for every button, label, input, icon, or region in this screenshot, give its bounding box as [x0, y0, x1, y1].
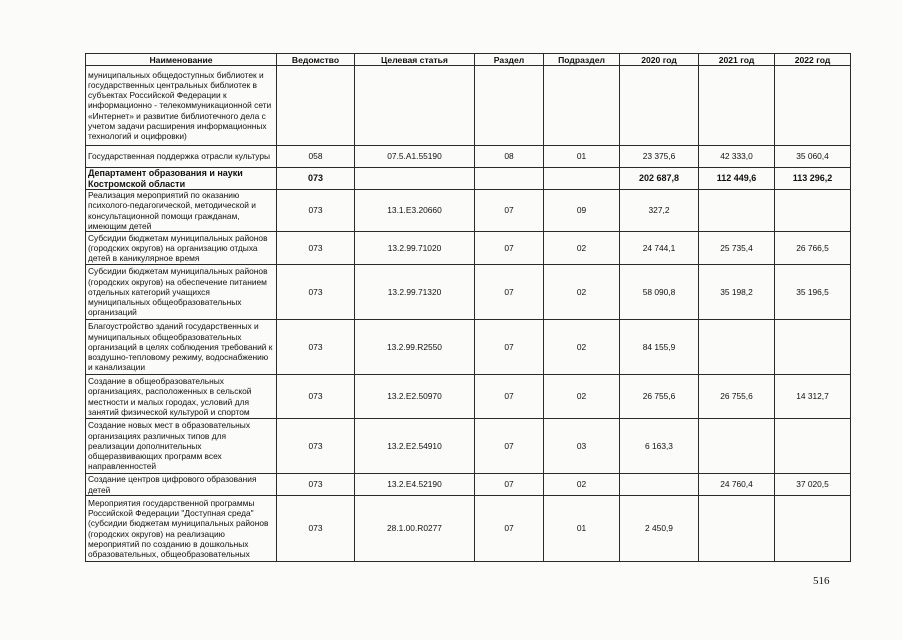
row-department: 073	[277, 320, 355, 375]
row-2020	[620, 66, 699, 146]
row-name: Реализация мероприятий по оказанию психолого-педагогической, методической и консультационной помощи гражданам, имеющим детей	[86, 190, 277, 232]
row-section: 07	[475, 474, 544, 496]
row-subsection: 02	[544, 265, 620, 320]
row-department: 073	[277, 168, 355, 190]
header-2021: 2021 год	[699, 54, 775, 66]
row-target-article: 13.2.Е2.50970	[355, 375, 475, 419]
row-2020: 58 090,8	[620, 265, 699, 320]
row-department: 073	[277, 496, 355, 562]
table-row	[86, 375, 851, 419]
row-target-article	[355, 66, 475, 146]
header-2020: 2020 год	[620, 54, 699, 66]
row-subsection: 01	[544, 496, 620, 562]
page-number: 516	[813, 575, 830, 587]
row-2021: 35 198,2	[699, 265, 775, 320]
row-subsection: 01	[544, 146, 620, 168]
table-row	[86, 419, 851, 474]
row-2021	[699, 190, 775, 232]
row-section: 07	[475, 419, 544, 474]
row-name: Создание новых мест в образовательных организациях различных типов для реализации дополнительных общеразвивающих программ всех направленностей	[86, 419, 277, 474]
row-2022: 14 312,7	[775, 375, 851, 419]
row-name: Субсидии бюджетам муниципальных районов (городских округов) на обеспечение питанием отдельных категорий учащихся муниципальных общеобразовательных организаций	[86, 265, 277, 320]
row-2020: 327,2	[620, 190, 699, 232]
row-2022: 26 766,5	[775, 232, 851, 265]
row-2022: 35 060,4	[775, 146, 851, 168]
row-2020: 202 687,8	[620, 168, 699, 190]
row-target-article: 13.2.Е4.52190	[355, 474, 475, 496]
table-row	[86, 496, 851, 562]
row-2020: 24 744,1	[620, 232, 699, 265]
row-target-article	[355, 168, 475, 190]
row-name: Благоустройство зданий государственных и муниципальных общеобразовательных организаций в целях соблюдения требований к воздушно-тепловому режиму, водоснабжению и канализации	[86, 320, 277, 375]
row-target-article: 13.2.99.71320	[355, 265, 475, 320]
row-name: Государственная поддержка отрасли культуры	[86, 146, 277, 168]
table-row	[86, 265, 851, 320]
row-2020	[620, 474, 699, 496]
row-name: Создание центров цифрового образования детей	[86, 474, 277, 496]
row-section: 07	[475, 496, 544, 562]
row-subsection	[544, 168, 620, 190]
row-2022	[775, 320, 851, 375]
row-2020: 2 450,9	[620, 496, 699, 562]
row-department: 073	[277, 190, 355, 232]
row-section	[475, 168, 544, 190]
row-subsection: 09	[544, 190, 620, 232]
table-row	[86, 320, 851, 375]
row-name: Субсидии бюджетам муниципальных районов (городских округов) на организацию отдыха детей в каникулярное время	[86, 232, 277, 265]
header-section: Раздел	[475, 54, 544, 66]
row-target-article: 13.2.99.R2550	[355, 320, 475, 375]
row-section: 08	[475, 146, 544, 168]
table-header-row	[86, 54, 851, 66]
row-2021: 112 449,6	[699, 168, 775, 190]
row-subsection: 02	[544, 375, 620, 419]
row-2021	[699, 496, 775, 562]
row-target-article: 07.5.А1.55190	[355, 146, 475, 168]
row-section: 07	[475, 375, 544, 419]
row-2021: 24 760,4	[699, 474, 775, 496]
row-section: 07	[475, 190, 544, 232]
row-subsection: 02	[544, 320, 620, 375]
row-section: 07	[475, 232, 544, 265]
row-subsection	[544, 66, 620, 146]
budget-table	[85, 53, 851, 562]
header-department: Ведомство	[277, 54, 355, 66]
row-department: 073	[277, 474, 355, 496]
row-2022	[775, 66, 851, 146]
row-name: Создание в общеобразовательных организациях, расположенных в сельской местности и малых городах, условий для занятий физической культурой и спортом	[86, 375, 277, 419]
row-section: 07	[475, 320, 544, 375]
row-2021	[699, 419, 775, 474]
row-target-article: 13.2.Е2.54910	[355, 419, 475, 474]
header-name: Наименование	[86, 54, 277, 66]
row-2020: 26 755,6	[620, 375, 699, 419]
row-target-article: 13.2.99.71020	[355, 232, 475, 265]
table-row	[86, 66, 851, 146]
row-department	[277, 66, 355, 146]
row-2021: 26 755,6	[699, 375, 775, 419]
row-section	[475, 66, 544, 146]
header-target-article: Целевая статья	[355, 54, 475, 66]
table-row	[86, 232, 851, 265]
row-section: 07	[475, 265, 544, 320]
row-name: муниципальных общедоступных библиотек и государственных центральных библиотек в субъектах Российской Федерации к информационно - телекоммуникационной сети «Интернет» и развитие библиотечного дела с учетом задачи расширения информационных технологий и оцифровки)	[86, 66, 277, 146]
row-2021: 42 333,0	[699, 146, 775, 168]
table-row-department-total	[86, 168, 851, 190]
row-subsection: 03	[544, 419, 620, 474]
row-2020: 6 163,3	[620, 419, 699, 474]
header-subsection: Подраздел	[544, 54, 620, 66]
row-2021	[699, 320, 775, 375]
row-department: 073	[277, 419, 355, 474]
row-2022: 35 196,5	[775, 265, 851, 320]
row-target-article: 13.1.Е3.20660	[355, 190, 475, 232]
row-subsection: 02	[544, 232, 620, 265]
row-department: 073	[277, 265, 355, 320]
row-2022	[775, 496, 851, 562]
row-2020: 23 375,6	[620, 146, 699, 168]
row-department: 073	[277, 375, 355, 419]
row-name: Департамент образования и науки Костромской области	[86, 168, 277, 190]
row-2022	[775, 419, 851, 474]
row-department: 058	[277, 146, 355, 168]
header-2022: 2022 год	[775, 54, 851, 66]
row-2022: 37 020,5	[775, 474, 851, 496]
table-row	[86, 190, 851, 232]
row-2020: 84 155,9	[620, 320, 699, 375]
row-target-article: 28.1.00.R0277	[355, 496, 475, 562]
row-2022: 113 296,2	[775, 168, 851, 190]
row-subsection: 02	[544, 474, 620, 496]
row-name: Мероприятия государственной программы Российской Федерации "Доступная среда" (субсидии бюджетам муниципальных районов (городских округов) на реализацию мероприятий по созданию в дошкольных образовательных, общеобразовательных	[86, 496, 277, 562]
row-2021: 25 735,4	[699, 232, 775, 265]
row-department: 073	[277, 232, 355, 265]
table-row	[86, 474, 851, 496]
table-row	[86, 146, 851, 168]
budget-document	[85, 53, 833, 562]
row-2021	[699, 66, 775, 146]
row-2022	[775, 190, 851, 232]
